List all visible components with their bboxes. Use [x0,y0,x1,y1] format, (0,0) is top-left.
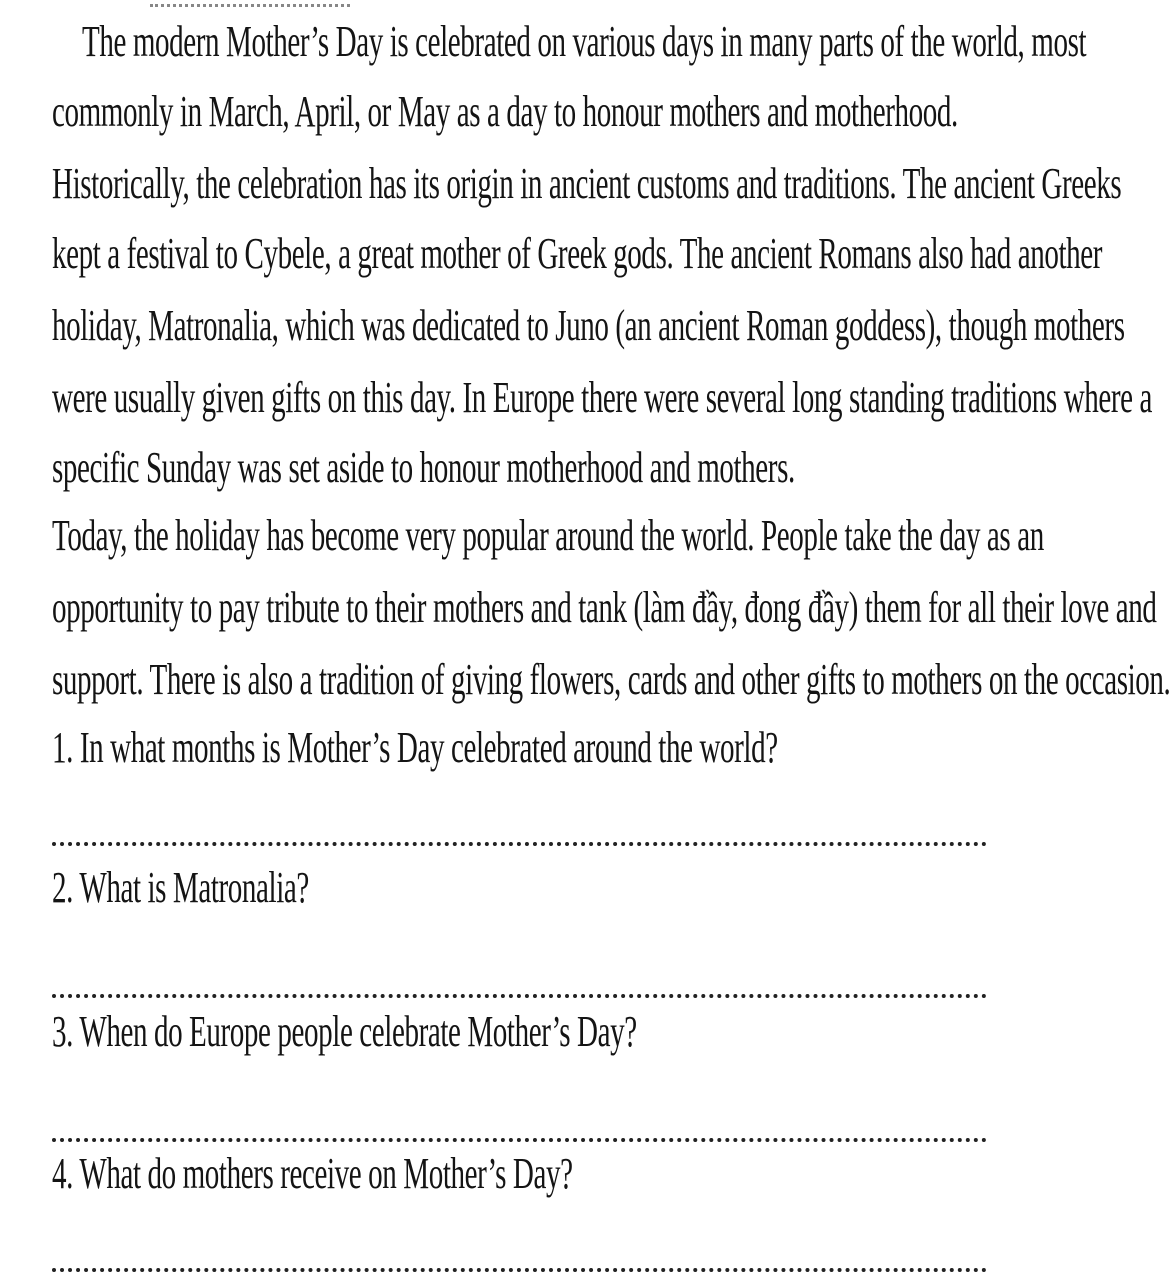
passage-line-7: specific Sunday was set aside to honour motherhood and mothers. [52,443,795,492]
question-2: 2. What is Matronalia? [52,863,309,912]
passage-line-4: kept a festival to Cybele, a great mother of Greek gods. The ancient Romans also had another [52,229,1103,278]
passage-line-2: commonly in March, April, or May as a day to honour mothers and motherhood. [52,87,958,136]
answer-line-1[interactable] [52,836,987,846]
answer-line-4[interactable] [52,1262,987,1272]
question-4: 4. What do mothers receive on Mother’s Day? [52,1149,573,1198]
passage-line-8: Today, the holiday has become very popular around the world. People take the day as an [52,511,1044,560]
question-3: 3. When do Europe people celebrate Mother’s Day? [52,1007,637,1056]
passage-line-3: Historically, the celebration has its origin in ancient customs and traditions. The ancient Greeks [52,159,1122,208]
passage-line-1: The modern Mother’s Day is celebrated on various days in many parts of the world, most [82,17,1087,66]
passage-line-10: support. There is also a tradition of giving flowers, cards and other gifts to mothers on the occasion. [52,655,1170,704]
answer-line-2[interactable] [52,988,987,998]
answer-line-3[interactable] [52,1132,987,1142]
question-1: 1. In what months is Mother’s Day celebrated around the world? [52,723,778,772]
passage-line-5: holiday, Matronalia, which was dedicated to Juno (an ancient Roman goddess), though mothers [52,301,1125,350]
passage-line-6: were usually given gifts on this day. In Europe there were several long standing traditions where a [52,373,1153,422]
cut-off-top-line [150,0,350,7]
passage-line-9: opportunity to pay tribute to their mothers and tank (làm đầy, đong đầy) them for all their love and [52,583,1157,632]
